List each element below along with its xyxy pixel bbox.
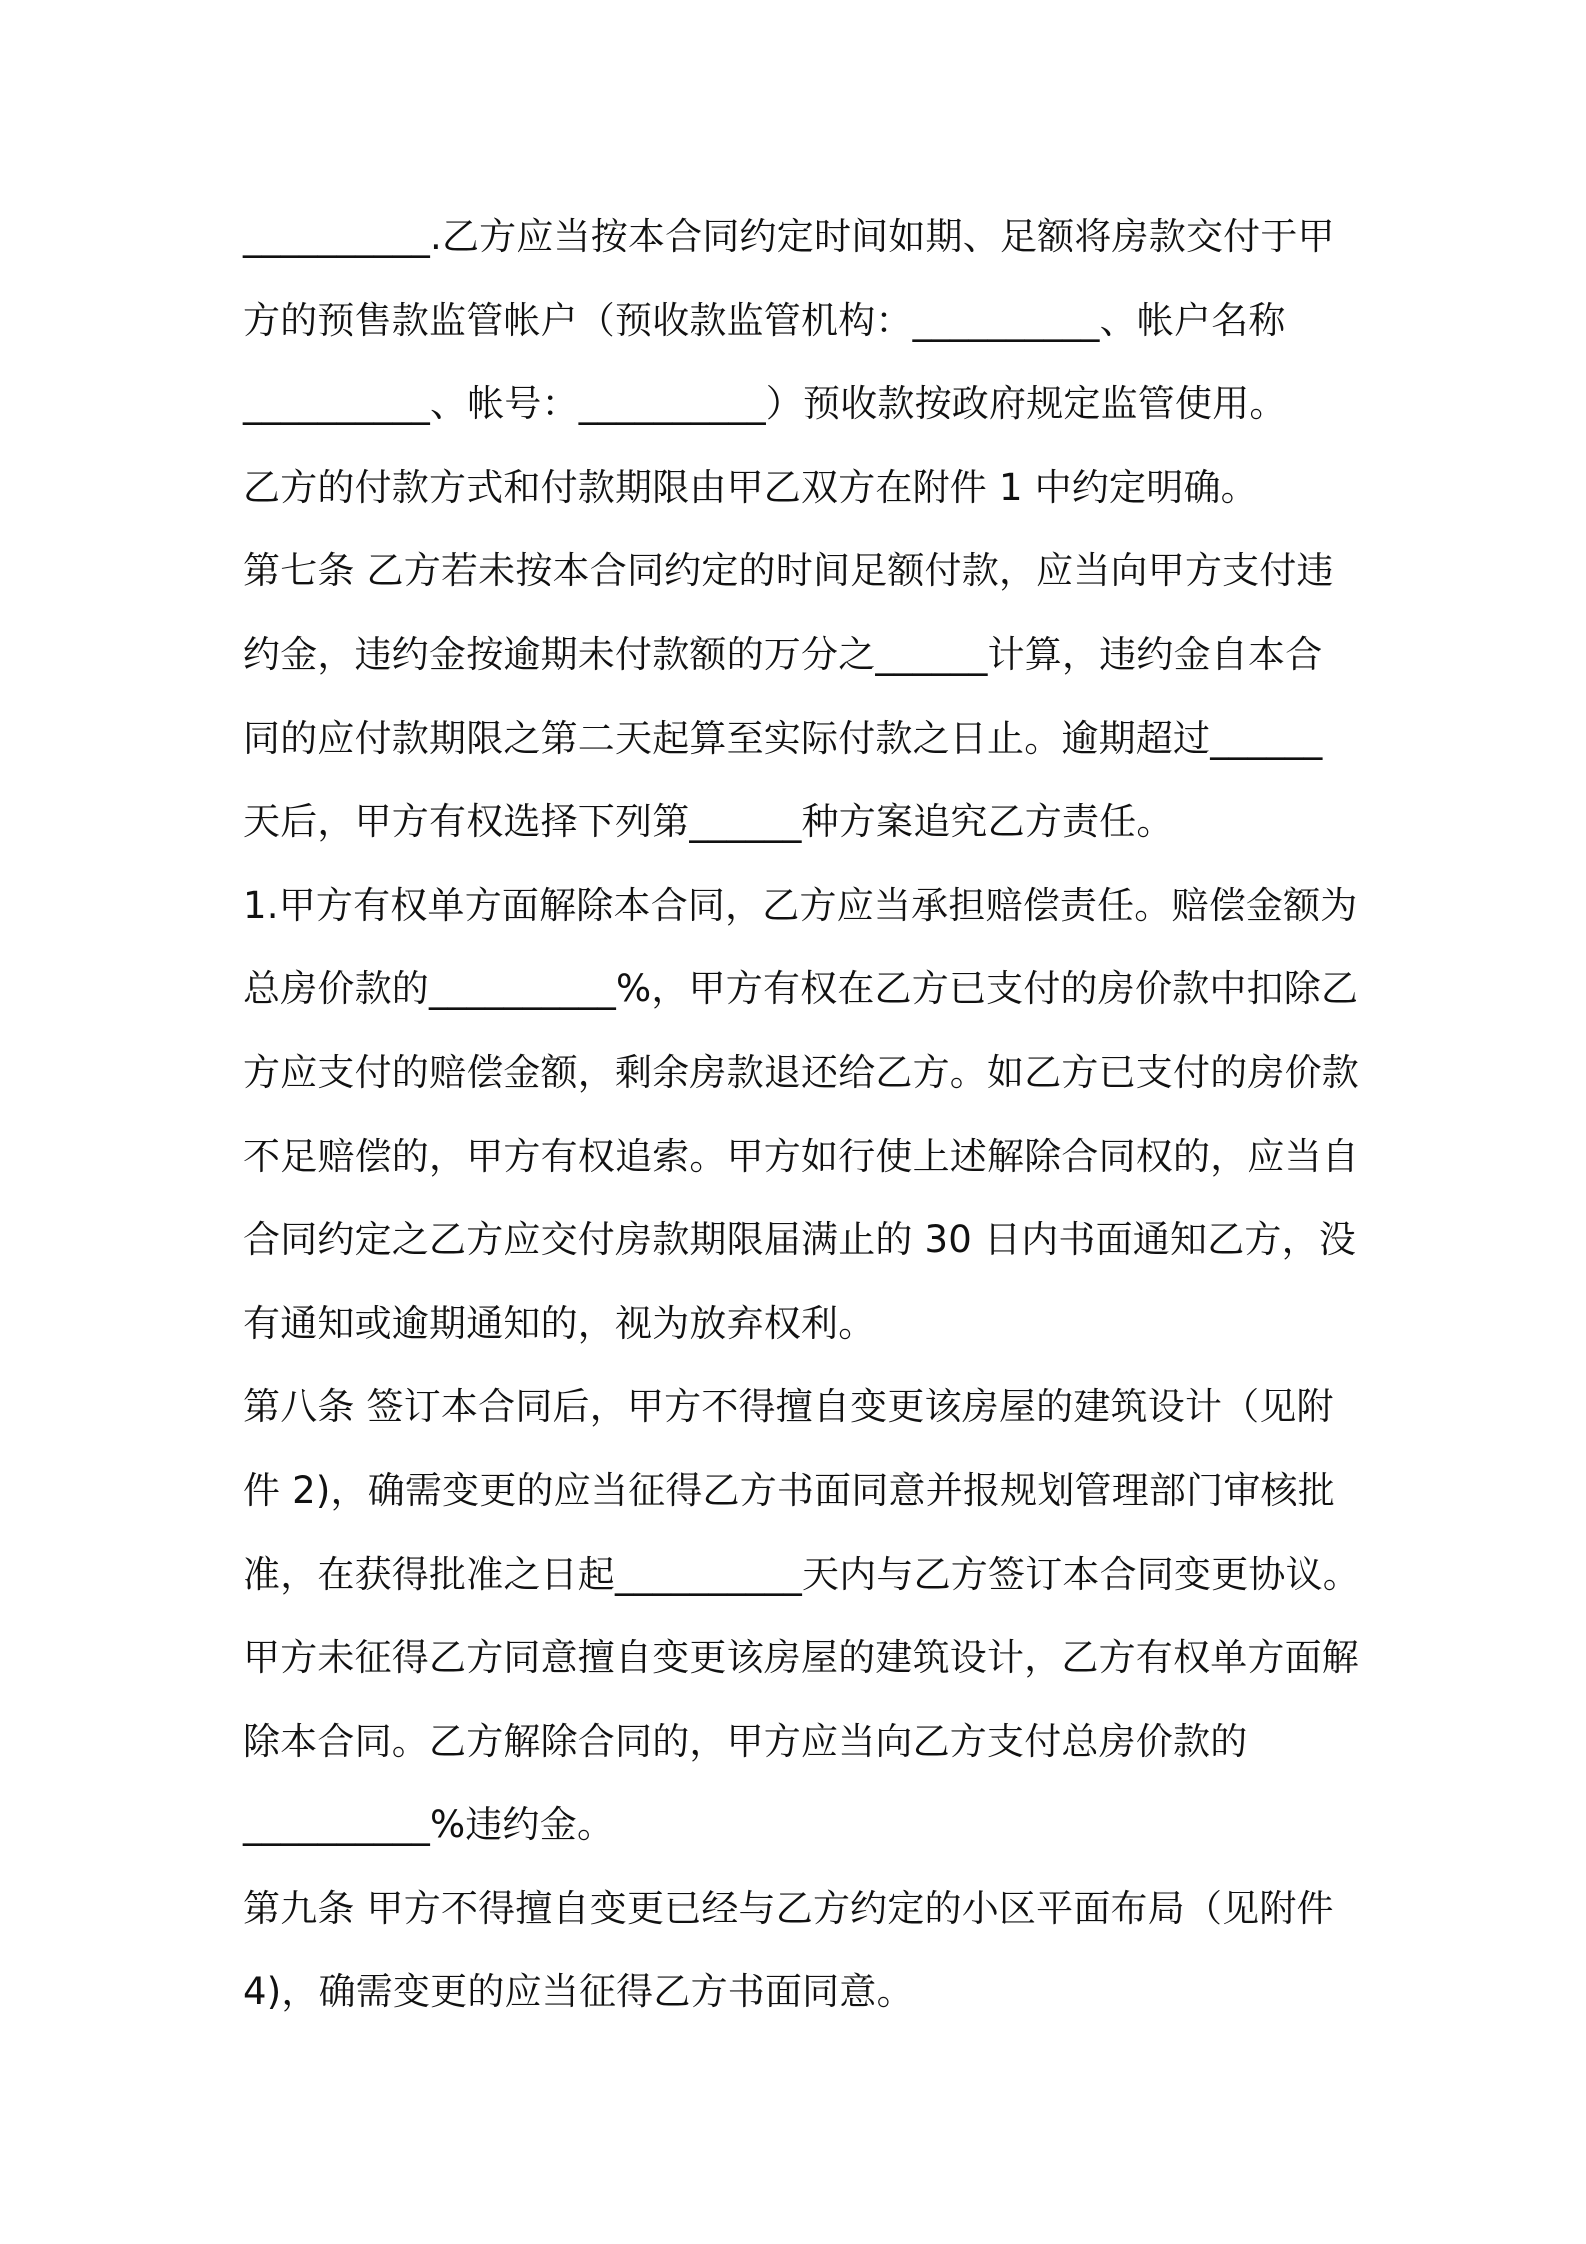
text-line: 有通知或逾期通知的，视为放弃权利。 — [243, 1301, 876, 1345]
text-line: 约金，违约金按逾期未付款额的万分之______计算，违约金自本合 — [243, 632, 1323, 676]
text-line: 方应支付的赔偿金额，剩余房款退还给乙方。如乙方已支付的房价款 — [243, 1050, 1359, 1094]
text-line: 不足赔偿的，甲方有权追索。甲方如行使上述解除合同权的，应当自 — [243, 1134, 1359, 1178]
text-line: 除本合同。乙方解除合同的，甲方应当向乙方支付总房价款的 — [243, 1719, 1248, 1763]
contract-text — [243, 195, 1373, 2034]
text-line: 件 2)，确需变更的应当征得乙方书面同意并报规划管理部门审核批 — [243, 1468, 1335, 1512]
article-8-line: 第八条 签订本合同后，甲方不得擅自变更该房屋的建筑设计（见附 — [243, 1385, 1334, 1429]
article-7-line: 第七条 乙方若未按本合同约定的时间足额付款，应当向甲方支付违 — [243, 549, 1334, 593]
text-line: 甲方未征得乙方同意擅自变更该房屋的建筑设计，乙方有权单方面解 — [243, 1636, 1359, 1680]
text-line: 合同约定之乙方应交付房款期限届满止的 30 日内书面通知乙方，没 — [243, 1218, 1357, 1262]
clause-1-line: 1.甲方有权单方面解除本合同，乙方应当承担赔偿责任。赔偿金额为 — [243, 883, 1358, 927]
text-line: __________%违约金。 — [243, 1803, 615, 1847]
text-line: __________.乙方应当按本合同约定时间如期、足额将房款交付于甲 — [243, 215, 1335, 258]
article-9-line: 第九条 甲方不得擅自变更已经与乙方约定的小区平面布局（见附件 — [243, 1886, 1334, 1930]
text-line: __________、帐号：__________）预收款按政府规定监管使用。 — [243, 382, 1287, 426]
text-line: 准，在获得批准之日起__________天内与乙方签订本合同变更协议。 — [243, 1552, 1360, 1596]
text-line: 乙方的付款方式和付款期限由甲乙双方在附件 1 中约定明确。 — [243, 465, 1258, 509]
text-line: 总房价款的__________%，甲方有权在乙方已支付的房价款中扣除乙 — [243, 967, 1359, 1011]
text-line: 天后，甲方有权选择下列第______种方案追究乙方责任。 — [243, 800, 1174, 844]
text-line: 4)，确需变更的应当征得乙方书面同意。 — [243, 1970, 914, 2014]
text-line: 同的应付款期限之第二天起算至实际付款之日止。逾期超过______ — [243, 716, 1323, 760]
text-line: 方的预售款监管帐户（预收款监管机构：__________、帐户名称 — [243, 298, 1286, 342]
